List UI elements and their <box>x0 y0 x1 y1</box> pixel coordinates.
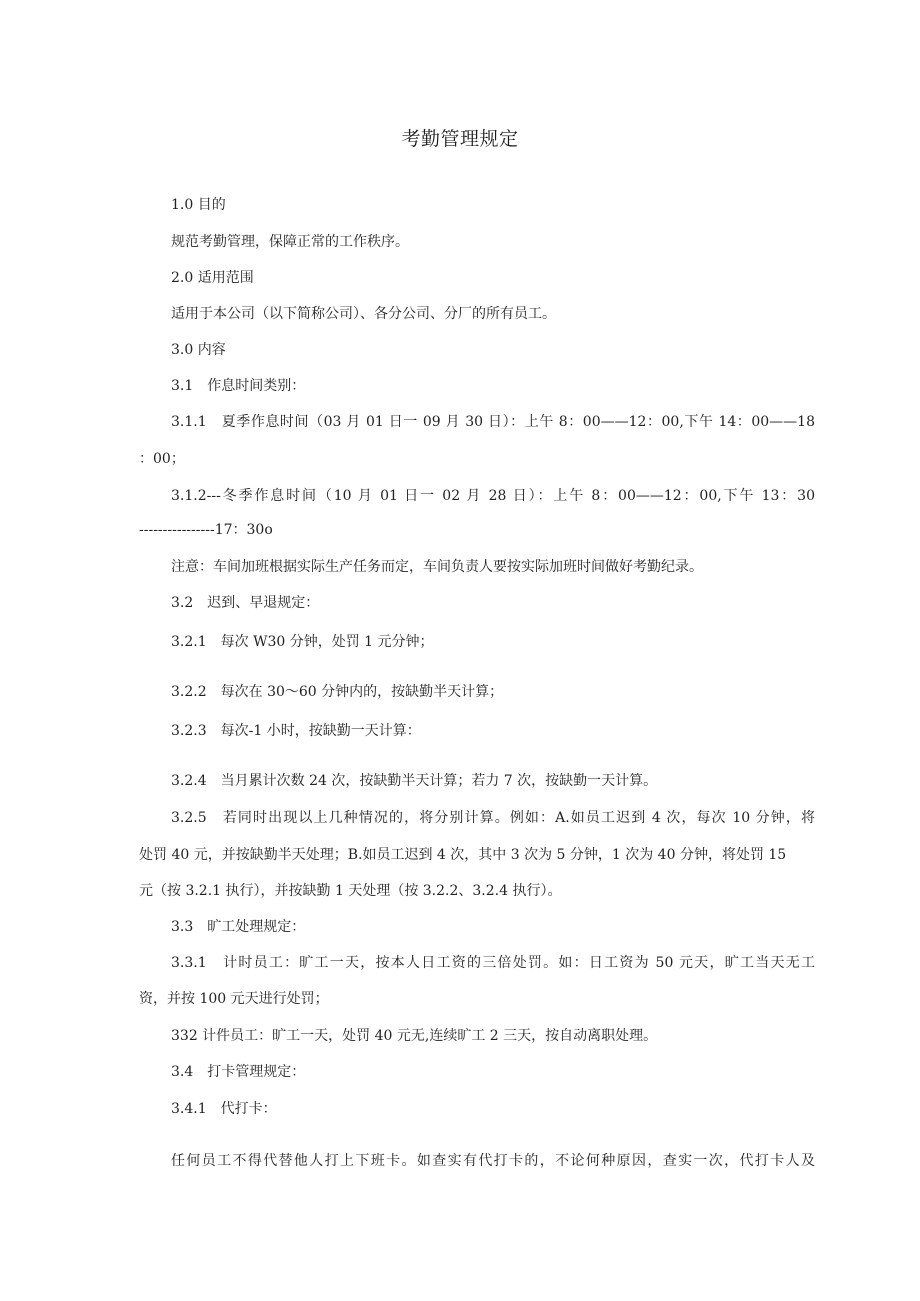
paragraph-purpose: 规范考勤管理，保障正常的工作秩序。 <box>171 234 409 250</box>
clause-3-2-3: 3.2.3 每次-1 小时，按缺勤一天计算： <box>171 723 421 739</box>
clause-3-2-2: 3.2.2 每次在 30〜60 分钟内的，按缺勤半天计算； <box>171 684 504 700</box>
clause-3-2-1: 3.2.1 每次 W30 分钟，处罚 1 元分钟； <box>171 634 434 650</box>
clause-3-1-2-continued: ----------------17：30o <box>139 522 273 538</box>
clause-3-4-1: 3.4.1 代打卡： <box>171 1101 277 1117</box>
clause-3-3-1: 3.3.1 计时员工：旷工一天，按本人日工资的三倍处罚。如：日工资为 50 元天，旷工当天无工 <box>171 955 815 971</box>
document-title: 考勤管理规定 <box>401 128 519 150</box>
clause-3-1: 3.1 作息时间类别： <box>171 378 306 394</box>
clause-3-2-5-continued-1: 处罚 40 元，并按缺勤半天处理；B.如员工迟到 4 次，其中 3 次为 5 分钟，1 次为 40 分钟，将处罚 15 <box>139 847 787 863</box>
clause-3-2: 3.2 迟到、早退规定： <box>171 595 320 611</box>
clause-3-3-1-continued: 资，并按 100 元天进行处罚； <box>139 991 329 1007</box>
clause-3-3: 3.3 旷工处理规定： <box>171 919 306 935</box>
section-heading-scope: 2.0 适用范围 <box>171 270 254 286</box>
note-overtime: 注意：车间加班根据实际生产任务而定，车间负责人要按实际加班时间做好考勤纪录。 <box>171 559 703 575</box>
clause-3-1-2: 3.1.2---冬季作息时间（10 月 01 日一 02 月 28 日）：上午 8：00——12：00,下午 13：30 <box>171 488 815 504</box>
clause-3-2-5: 3.2.5 若同时出现以上几种情况的，将分别计算。例如：A.如员工迟到 4 次，每次 10 分钟，将 <box>171 810 815 826</box>
clause-3-1-1-continued: ：00； <box>139 451 185 467</box>
clause-3-1-1: 3.1.1 夏季作息时间（03 月 01 日一 09 月 30 日）：上午 8：00——12：00,下午 14：00——18 <box>171 414 815 430</box>
clause-3-2-4: 3.2.4 当月累计次数 24 次，按缺勤半天计算；若力 7 次，按缺勤一天计算。 <box>171 773 658 789</box>
clause-3-4: 3.4 打卡管理规定： <box>171 1064 306 1080</box>
section-heading-purpose: 1.0 目的 <box>171 197 226 213</box>
paragraph-proxy-clock-in: 任何员工不得代替他人打上下班卡。如查实有代打卡的，不论何种原因，查实一次，代打卡人及 <box>171 1153 815 1169</box>
paragraph-scope: 适用于本公司（以下简称公司）、各分公司、分厂的所有员工。 <box>171 306 556 322</box>
clause-3-3-2: 332 计件员工：旷工一天，处罚 40 元无,连续旷工 2 三天，按自动离职处理。 <box>171 1028 658 1044</box>
section-heading-content: 3.0 内容 <box>171 342 226 358</box>
clause-3-2-5-continued-2: 元（按 3.2.1 执行），并按缺勤 1 天处理（按 3.2.2、3.2.4 执行）。 <box>139 883 562 899</box>
